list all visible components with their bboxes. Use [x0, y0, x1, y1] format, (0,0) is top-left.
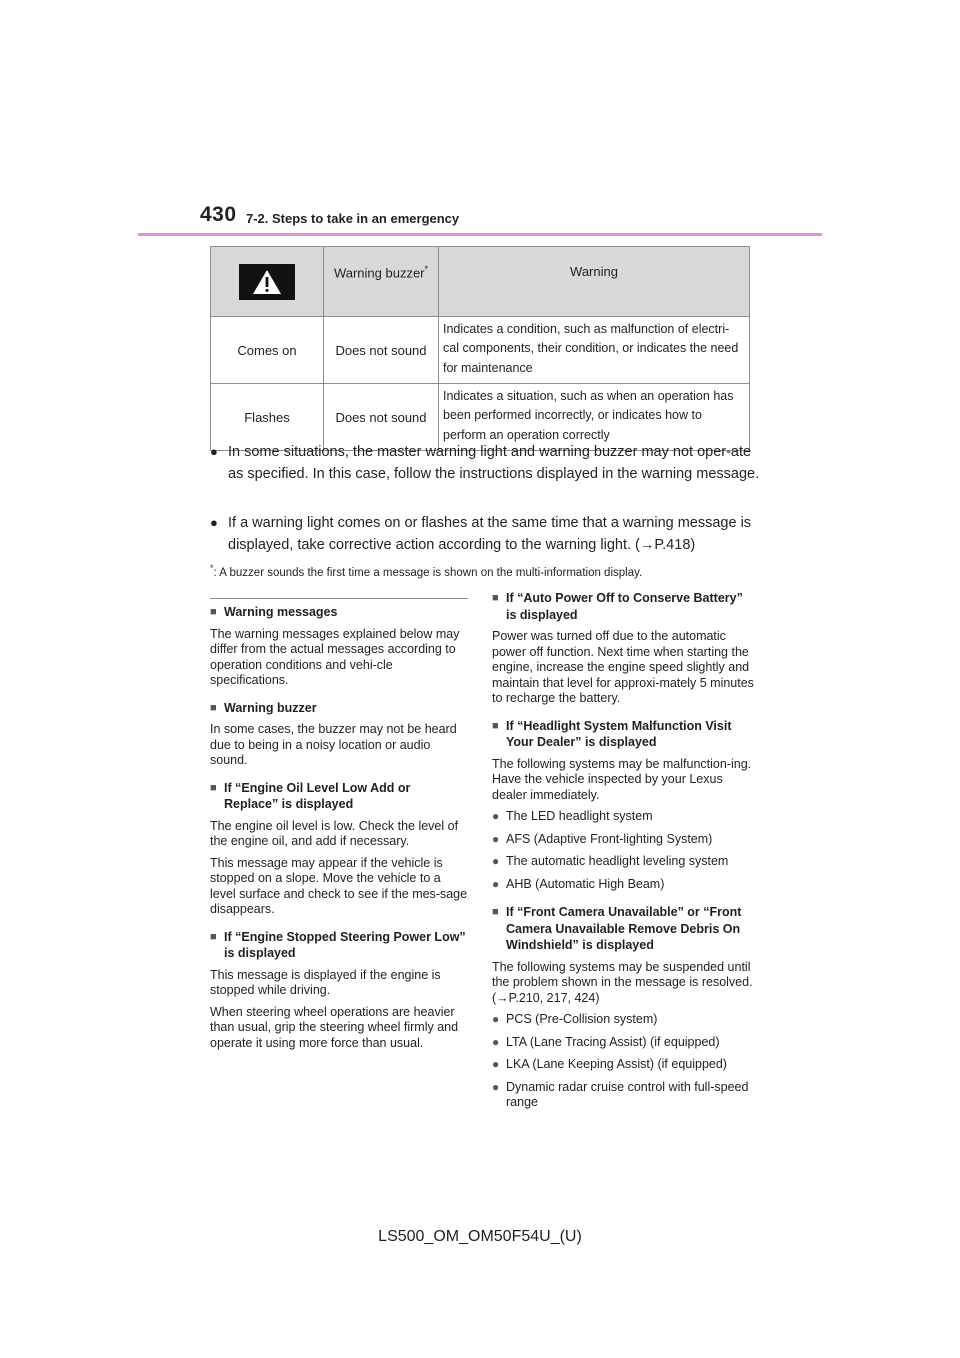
square-bullet-icon: ■ [210, 606, 217, 618]
document-code: LS500_OM_OM50F54U_(U) [378, 1228, 582, 1245]
header-warning-buzzer: Warning buzzer* [324, 247, 439, 317]
paragraph: The following systems may be suspended until the problem shown in the message is resolved. (→P.210, 217, 424) [492, 959, 753, 1005]
paragraph: This message may appear if the vehicle is stopped on a slope. Move the vehicle to a level surface and check to see if the mes-sage disappears. [210, 855, 468, 916]
circle-bullet-icon: ● [492, 1012, 500, 1026]
circle-bullet-icon: ● [492, 831, 500, 846]
bullet-item: ● In some situations, the master warning light and warning buzzer may not oper-ate as specified. In this case, follow the instructions displayed in the warning message. [210, 441, 760, 485]
paragraph: This message is displayed if the engine is stopped while driving. [210, 967, 441, 997]
list-item: ● LTA (Lane Tracing Assist) (if equipped) [492, 1034, 720, 1049]
page-number: 430 [200, 203, 237, 226]
list-item: ● LKA (Lane Keeping Assist) (if equipped) [492, 1057, 727, 1071]
light-state: Comes on [211, 317, 324, 384]
buzzer-state: Does not sound [324, 384, 439, 451]
column-separator [210, 598, 468, 599]
list-item: ● Dynamic radar cruise control with full-speed range [492, 1079, 749, 1109]
paragraph: The engine oil level is low. Check the level of the engine oil, and add if necessary. [210, 818, 459, 848]
list-item: ● AFS (Adaptive Front-lighting System) [492, 831, 713, 846]
paragraph: In some cases, the buzzer may not be heard due to being in a noisy location or audio sound. [210, 722, 457, 767]
list-item: ● The automatic headlight leveling system [492, 854, 729, 868]
master-warning-icon [239, 264, 295, 300]
bullet-dot-icon: ● [210, 515, 218, 530]
paragraph: The warning messages explained below may differ from the actual messages according to operation conditions and vehi-cle specifications. [210, 626, 460, 687]
warning-description: Indicates a situation, such as when an operation has been performed incorrectly, or indicates how to perform an operation correctly [439, 384, 750, 451]
section-heading: ■ If “Front Camera Unavailable” or “Front Camera Unavailable Remove Debris On Windshield” is displayed [492, 905, 742, 952]
paragraph: The following systems may be malfunction-ing. Have the vehicle inspected by your Lexus dealer immediately. [492, 756, 752, 802]
right-column [492, 590, 754, 1118]
square-bullet-icon: ■ [210, 930, 217, 943]
square-bullet-icon: ■ [492, 906, 499, 918]
square-bullet-icon: ■ [492, 592, 499, 604]
table-header-row [211, 247, 750, 317]
buzzer-state: Does not sound [324, 317, 439, 384]
circle-bullet-icon: ● [492, 854, 500, 868]
section-heading: ■ If “Engine Oil Level Low Add or Replace” is displayed [210, 780, 411, 811]
section-heading: ■ Warning buzzer [210, 700, 317, 715]
circle-bullet-icon: ● [492, 1079, 500, 1094]
warning-table [210, 246, 750, 451]
header-rule [138, 233, 822, 236]
paragraph: Power was turned off due to the automatic power off function. Next time when starting the engine, increase the engine speed slightly and maintain that level for approxi-mately 5 minutes to recharge the battery. [492, 629, 754, 705]
footnote: *: A buzzer sounds the first time a message is shown on the multi-information display. [210, 563, 643, 579]
section-heading: ■ If “Auto Power Off to Conserve Battery” is displayed [492, 591, 743, 622]
list-item: ● PCS (Pre-Collision system) [492, 1012, 658, 1026]
section-title: 7-2. Steps to take in an emergency [246, 211, 460, 226]
section-heading: ■ Warning messages [210, 605, 338, 619]
bullet-item: ● If a warning light comes on or flashes at the same time that a warning message is displayed, take corrective action according to the warning light. (→P.418) [210, 512, 760, 556]
circle-bullet-icon: ● [492, 809, 500, 823]
list-item: ● The LED headlight system [492, 809, 653, 823]
square-bullet-icon: ■ [492, 719, 499, 732]
circle-bullet-icon: ● [492, 1034, 500, 1049]
list-item: ● AHB (Automatic High Beam) [492, 876, 665, 891]
header-warning: Warning [439, 247, 750, 317]
section-heading: ■ If “Engine Stopped Steering Power Low” is displayed [210, 929, 466, 960]
footnote-mark: * [424, 264, 429, 274]
table-row [211, 317, 750, 384]
warning-description: Indicates a condition, such as malfunction of electri-cal components, their condition, or indicates the need for maintenance [439, 317, 750, 384]
circle-bullet-icon: ● [492, 876, 500, 891]
header-warning-icon-cell [211, 247, 324, 317]
square-bullet-icon: ■ [210, 781, 217, 794]
light-state: Flashes [211, 384, 324, 451]
circle-bullet-icon: ● [492, 1057, 500, 1071]
bullet-dot-icon: ● [210, 444, 218, 459]
section-heading: ■ If “Headlight System Malfunction Visit Your Dealer” is displayed [492, 718, 732, 749]
square-bullet-icon: ■ [210, 701, 217, 714]
left-column [210, 604, 468, 1057]
paragraph: When steering wheel operations are heavier than usual, grip the steering wheel firmly and operate it using more force than usual. [210, 1004, 459, 1050]
